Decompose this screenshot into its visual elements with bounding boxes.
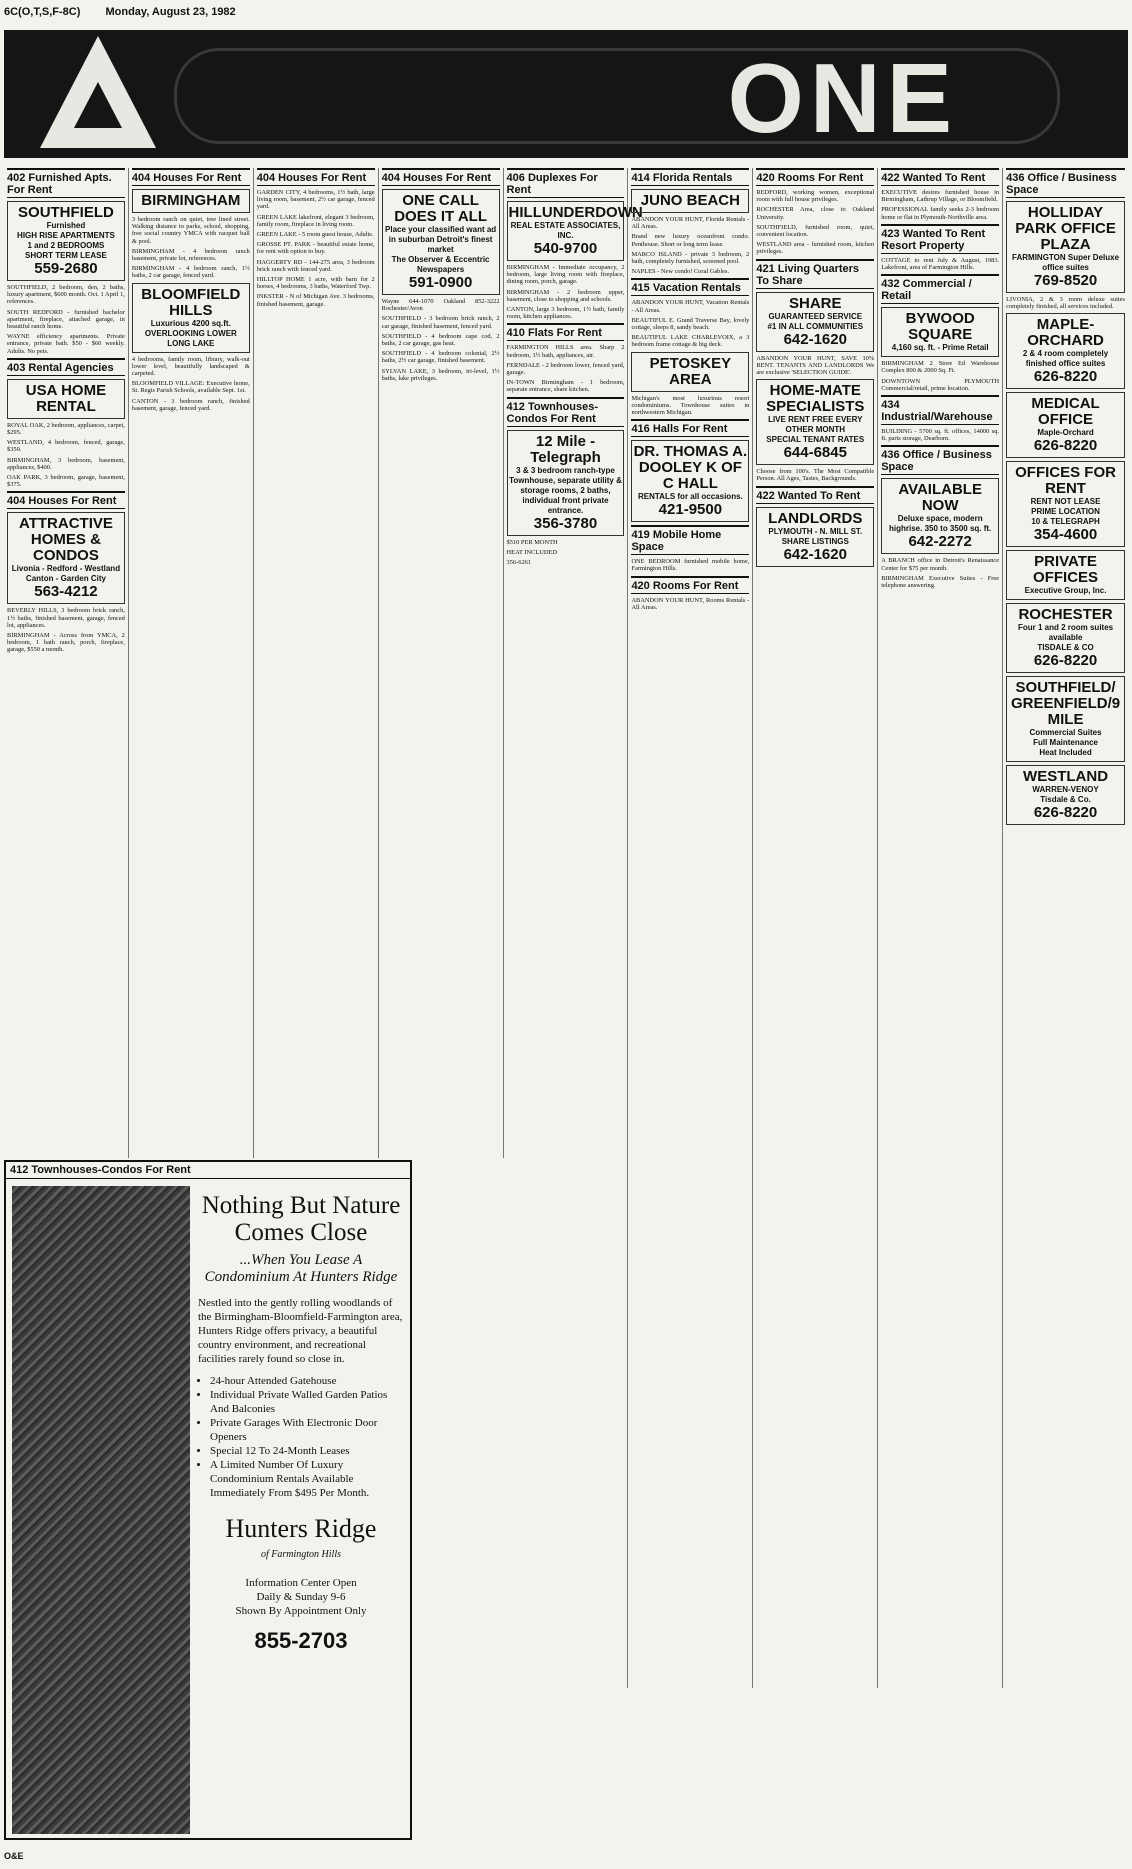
display-ad [1006,201,1125,293]
ad-copy [198,1192,404,1654]
display-ad-line: SPECIAL TENANT RATES [766,435,865,445]
ad-info-line: Information Center Open [245,1577,357,1589]
display-ad [756,379,874,465]
classified-listing: $510 PER MONTH [506,538,558,546]
display-ad-title: HOME-MATE SPECIALISTS [766,382,865,416]
display-ad-title: DR. THOMAS A. DOOLEY K OF C HALL [633,443,748,493]
section-heading: 412 Townhouses-Condos For Rent [507,397,625,427]
display-ad-line: The Observer & Eccentric Newspapers [391,255,490,274]
classified-column [504,168,643,1688]
display-ad-line: WARREN-VENOY [1032,785,1099,795]
display-ad [631,189,749,213]
ad-logo-name: Hunters Ridge [225,1514,377,1543]
classified-listing: Wayne 644-1070 Oakland 852-3222 Rochester/Avon [381,298,500,313]
banner-logo-cutout [74,82,122,128]
display-ad-line: Place your classified want ad in suburban Detroit's finest market [385,225,497,254]
page-folio [4,6,236,18]
classified-listing: SOUTH REDFORD - furnished bachelor apartment, fireplace, attached garage, in beautiful ranch home. [7,308,125,331]
display-ad-line: RENT NOT LEASE [1030,497,1101,507]
display-ad-line: Livonia - Redford - Westland [11,564,121,574]
classified-listing: INKSTER - N of Michigan Ave. 3 bedrooms, finished basement, garage. [256,293,375,308]
classified-listing: Choose from 100's. The Most Compatible Person. All Ages, Tastes, Backgrounds. [756,468,875,483]
display-ad [7,379,125,419]
section-heading: 404 Houses For Rent [257,168,375,186]
section-heading: 403 Rental Agencies [7,358,125,376]
display-ad-line: Deluxe space, modern highrise. 350 to 3500 sq. ft. [889,514,992,534]
classified-listing: GREEN LAKE lakefront, elegant 3 bedroom, family room, fireplace in living room. [256,213,375,228]
display-ad-phone: 626-8220 [1033,368,1098,386]
display-ad-line: PLYMOUTH - N. MILL ST. [768,526,863,536]
section-heading: 422 Wanted To Rent [881,168,999,186]
classified-listing: SOUTHFIELD - 4 bedroom cape cod, 2 baths, 2 car garage, gas heat. [381,332,500,348]
classified-listing: Michigan's most luxurious resort condominiums. Townhouse suites in northwestern Michigan. [631,394,750,417]
classified-column [4,168,129,1158]
display-ad-line: REAL ESTATE ASSOCIATES, INC. [510,221,621,240]
display-ad-line: FARMINGTON Super Deluxe office suites [1012,253,1120,272]
ad-body: Nestled into the gently rolling woodlands of the Birmingham-Bloomfield-Farmington area, Hunters Ridge offers privacy, a beautiful country environment, and recreational facilities rarely found so close in. [198,1297,403,1365]
display-ad-title: SOUTHFIELD/ GREENFIELD/9 MILE [1010,679,1121,729]
display-ad-line: SHORT TERM LEASE [25,251,107,260]
display-ad-title: 12 Mile - Telegraph [530,432,601,466]
classified-listing: HEAT INCLUDED [506,548,558,556]
classified-listing: BIRMINGHAM - Immediate occupancy, 2 bedroom, large living room with fireplace, dining room, porch, garage. [506,264,625,286]
display-ad-line: #1 IN ALL COMMUNITIES [767,321,864,331]
display-ad-title: SHARE [789,294,842,312]
display-ad-title: ROCHESTER [1018,606,1113,624]
classified-listing: IN-TOWN Birmingham - 1 bedroom, separate entrance, share kitchen. [506,379,625,394]
display-ad-title: BLOOMFIELD HILLS [141,285,241,319]
display-ad-line: Furnished [46,221,86,230]
section-heading: 436 Office / Business Space [1006,168,1125,198]
classified-listing: SOUTHFIELD, furnished room, quiet, convenient location. [756,223,875,239]
ad-feature-item: • Individual Private Walled Garden Patios And Balconies [210,1388,404,1416]
display-ad-phone: 540-9700 [533,240,598,257]
classified-listing: BEVERLY HILLS, 3 bedroom brick ranch, 1½ baths, finished basement, garage, fenced lot, appliances. [7,607,125,629]
display-ad-line: Executive Group, Inc. [1024,586,1107,596]
display-ad-title: AVAILABLE NOW [898,481,982,515]
display-ad-title: HOLLIDAY PARK OFFICE PLAZA [1015,204,1116,253]
classified-listing: 4 bedrooms, family room, library, walk-out lower level, beautifully landscaped & carpeted. [131,355,250,378]
classified-listing: ROYAL OAK, 2 bedroom, appliances, carpet, $295. [7,421,125,437]
display-ad-phone: 626-8220 [1033,652,1098,670]
display-ad-line: Luxurious 4200 sq.ft. [150,318,231,328]
display-ad-line: Canton - Garden City [25,574,106,584]
display-ad-phone: 642-1620 [783,545,847,563]
display-ad-line: TISDALE & CO [1037,643,1094,653]
ad-feature-item: • Private Garages With Electronic Door Openers [210,1416,404,1444]
display-ad-line: LIVE RENT FREE EVERY OTHER MONTH [768,415,863,435]
classified-listing: HAGGERTY RD - 144-275 area, 3 bedroom brick ranch with fenced yard. [256,258,375,273]
display-ad-line: GUARANTEED SERVICE [768,311,863,321]
display-ad-title: ATTRACTIVE HOMES & CONDOS [18,515,113,565]
display-ad-phone: 559-2680 [34,260,98,277]
display-ad-line: Full Maintenance [1033,738,1098,748]
classified-listing: NAPLES - New condo! Coral Gables. [631,268,730,276]
classified-listing: BIRMINGHAM - 2 bedroom upper, basement, close to shopping and schools. [506,288,625,303]
display-ad-line: 2 & 4 room completely finished office suites [1022,349,1109,369]
classified-listing: FARMINGTON HILLS area. Sharp 2 bedroom, 1½ bath, appliances, air. [506,344,625,359]
classified-listing: BIRMINGHAM 2 Store Ed Warehouse Complex 800 & 2000 Sq. Ft. [881,360,1000,375]
display-ad-phone: 591-0900 [408,274,473,291]
display-ad-title: MEDICAL OFFICE [1031,395,1100,429]
classified-column [254,168,379,1158]
display-ad-line: Heat Included [1039,748,1092,758]
ad-info-line: Daily & Sunday 9-6 [256,1591,346,1603]
ad-feature-item: • Special 12 To 24-Month Leases [210,1444,404,1458]
display-ad [1006,603,1125,673]
ad-feature-list [198,1374,404,1500]
classified-column [1003,168,1128,1688]
section-heading: 420 Rooms For Rent [631,576,749,594]
display-ad [7,512,125,604]
display-ad [1006,392,1125,458]
display-ad [756,507,874,567]
classified-listing: ABANDON YOUR HUNT, Vacation Rentals - All Areas. [631,299,750,314]
classified-column [379,168,504,1158]
classified-listing: HILLTOP HOME 1 acre, with barn for 2 horses, 4 bedrooms, 3 baths, Waterford Twp. [256,276,375,291]
classified-listing: PROFESSIONAL family seeks 2-3 bedroom home or flat in Plymouth-Northville area. [881,206,1000,221]
display-ad-phone: 421-9500 [658,501,723,519]
classified-listing: ROCHESTER Area, close to Oakland University. [756,206,875,221]
display-ad [631,440,749,522]
display-ad [756,292,874,352]
classified-listing: GARDEN CITY, 4 bedrooms, 1½ bath, large living room, basement, 2½ car garage, fenced yard. [256,189,375,211]
classified-listing: BIRMINGHAM, 3 bedroom, basement, appliances, $400. [7,456,125,471]
classified-listing: BUILDING - 5700 sq. ft. offices, 14000 sq. ft. parts storage, Dearborn. [881,428,1000,443]
section-heading: 404 Houses For Rent [132,168,250,186]
classified-listing: BIRMINGHAM - Across from YMCA, 2 bedroom, 1 bath ranch, porch, fireplace, garage, $550 a month. [7,632,125,654]
classified-listing: WESTLAND area - furnished room, kitchen privileges. [756,241,875,256]
hunters-ridge-ad [4,1160,412,1840]
classified-listing: SYLVAN LAKE, 3 bedroom, tri-level, 1½ baths, lake privileges. [381,367,500,382]
display-ad-line: HIGH RISE APARTMENTS [17,231,115,240]
section-heading: 434 Industrial/Warehouse [881,395,999,425]
section-heading: 415 Vacation Rentals [631,278,749,296]
classified-listing: BLOOMFIELD VILLAGE: Executive home, St. Regis Parish Schools, available Sept. 1st. [131,380,250,395]
classified-listing: EXECUTIVE desires furnished house in Birmingham, Lathrup Village, or Bloomfield. [881,189,1000,204]
display-ad-line: RENTALS for all occasions. [637,492,743,502]
display-ad [1006,313,1125,389]
classified-listing: MARCO ISLAND - private 3 bedroom, 2 bath, completely furnished, screened pool. [631,250,750,266]
classified-listing: ABANDON YOUR HUNT, Rooms Rentals - All Areas. [631,596,750,611]
ad-logo-sub: of Farmington Hills [260,1549,341,1560]
display-ad [1006,461,1125,547]
classified-listing: ABANDON YOUR HUNT, Florida Rentals - All Areas. [631,216,750,231]
section-heading: 404 Houses For Rent [7,491,125,509]
classified-listing: GREEN LAKE - 5 room guest house, Adults. [256,231,374,239]
display-ad-line: 3 & 3 bedroom ranch-type Townhouse, separate utility & storage rooms, 2 baths, individual front private entrance. [509,465,622,515]
display-ad-title: PRIVATE OFFICES [1033,553,1099,587]
display-ad-title: PETOSKEY AREA [649,354,732,388]
ad-phone: 855-2703 [254,1628,348,1653]
classified-column [753,168,878,1688]
classified-listing: BIRMINGHAM - 4 bedroom ranch, 1½ baths, 2 car garage, fenced yard. [131,265,250,280]
classified-listing: BEAUTIFUL LAKE CHARLEVOIX, a 3 bedroom frame cottage & big deck. [631,334,750,349]
display-ad-phone: 354-4600 [1033,526,1098,544]
ad-subhead: ...When You Lease A Condominium At Hunters Ridge [204,1252,398,1285]
section-heading: 419 Mobile Home Space [631,525,749,555]
ad-info-line: Shown By Appointment Only [235,1605,367,1617]
classified-listing: BIRMINGHAM - 4 bedroom ranch basement, private lot, references. [131,247,250,263]
section-heading: 406 Duplexes For Rent [507,168,625,198]
display-ad-phone: 644-6845 [783,444,847,462]
section-heading: 423 Wanted To Rent Resort Property [881,224,999,254]
folio-code: 6C(O,T,S,F-8C) [4,6,81,18]
classified-listing: Brand new luxury oceanfront condo. Penthouse. Short or long term lease. [631,233,750,248]
ad-feature-item: • 24-hour Attended Gatehouse [210,1374,404,1388]
display-ad [507,430,625,536]
classified-listing: 356-6261 [506,559,532,567]
display-ad-line: Maple-Orchard [1037,428,1094,438]
classified-listing: ABANDON YOUR HUNT, SAVE 10% RENT. TENANTS AND LANDLORDS We are exclusive 'SELECTION GUIDE'. [756,354,875,377]
display-ad-phone: 626-8220 [1033,804,1098,822]
classified-listing: A BRANCH office in Detroit's Renaissance Center for $75 per month. [881,557,1000,572]
display-ad [1006,550,1125,600]
classified-listing: BIRMINGHAM Executive Suites - Free telephone answering. [881,574,1000,590]
display-ad-phone: 642-1620 [783,330,847,348]
section-heading: 402 Furnished Apts. For Rent [7,168,125,198]
display-ad [1006,676,1125,762]
display-ad-line: SHARE LISTINGS [781,536,849,546]
display-ad-phone: 626-8220 [1033,437,1098,455]
display-ad-line: 4,160 sq. ft. - Prime Retail [891,343,989,353]
display-ad [881,478,999,554]
ad-headline: Nothing But Nature Comes Close [201,1192,401,1246]
classified-listing: ONE BEDROOM furnished mobile home, Farmington Hills. [631,558,750,573]
classified-listing: OAK PARK, 3 bedroom, garage, basement, $375. [7,474,125,489]
ad-info [198,1576,404,1618]
classified-listing: SOUTHFIELD - 3 bedroom brick ranch, 2 car garage, finished basement, fenced yard. [381,315,500,330]
display-ad [382,189,500,295]
classified-listing: REDFORD, working women, exceptional room with full house privileges. [756,189,875,204]
display-ad-title: LANDLORDS [768,509,863,527]
display-ad-line: Tisdale & Co. [1040,795,1091,805]
classified-listing: SOUTHFIELD, 2 bedroom, den, 2 baths, luxury apartment, $600 month. Oct. 1 April 1, references. [7,284,125,306]
display-ad-line: Four 1 and 2 room suites available [1017,623,1114,643]
section-heading: 421 Living Quarters To Share [756,259,874,289]
ad-nature-photo [12,1186,190,1834]
display-ad [132,283,250,353]
display-ad-line: PRIME LOCATION [1031,507,1100,517]
display-ad-title: USA HOME RENTAL [25,381,107,415]
section-banner [4,30,1128,158]
display-ad-title: BYWOOD SQUARE [905,310,975,344]
classified-listing: 3 bedroom ranch on quiet, tree lined street. Walking distance to parks, school, shopping, free social country YMCA with racquet ball & pool. [131,216,250,245]
display-ad-line: 10 & TELEGRAPH [1031,517,1100,527]
classified-listing: FERNDALE - 2 bedroom lower, fenced yard, garage. [506,361,625,377]
section-heading: 404 Houses For Rent [382,168,500,186]
display-ad-line: OVERLOOKING LOWER LONG LAKE [144,328,237,348]
issue-date: Monday, August 23, 1982 [105,6,236,18]
classified-column [129,168,254,1158]
display-ad-phone: 563-4212 [34,583,98,601]
display-ad [1006,765,1125,825]
page-footer: O&E [4,1851,24,1861]
classified-listing: SOUTHFIELD - 4 bedroom colonial, 2½ baths, 2½ car garage, finished basement. [381,350,500,365]
display-ad-title: OFFICES FOR RENT [1015,464,1116,498]
section-heading: 414 Florida Rentals [631,168,749,186]
display-ad-phone: 642-2272 [908,533,972,551]
classified-listing: CANTON, large 3 bedroom, 1½ bath, family room, kitchen appliances. [506,306,625,321]
classified-listing: WESTLAND, 4 bedroom, fenced, garage, $350. [7,439,125,454]
display-ad [507,201,643,261]
classified-listing: GROSSE PT. PARK - beautiful estate home, for rent with option to buy. [256,241,375,256]
ad-section-heading: 412 Townhouses-Condos For Rent [6,1162,410,1179]
display-ad [132,189,250,213]
classified-listing: BEAUTIFUL E. Grand Traverse Bay, lovely cottage, sleeps 8, sandy beach. [631,316,750,332]
section-heading: 422 Wanted To Rent [756,486,874,504]
ad-logo [198,1514,404,1562]
display-ad [631,352,749,392]
display-ad-title: ONE CALL DOES IT ALL [394,192,487,225]
section-heading: 436 Office / Business Space [881,445,999,475]
display-ad-title: HILLUNDERDOWN [508,204,643,221]
display-ad-title: SOUTHFIELD [18,204,114,221]
section-heading: 420 Rooms For Rent [756,168,874,186]
classified-column [628,168,753,1688]
classified-listing: WAYNE efficiency apartments. Private entrance, private bath. $50 - $60 weekly. Adults. No pets. [7,333,125,355]
section-heading: 416 Halls For Rent [631,419,749,437]
section-heading: 432 Commercial / Retail [881,274,999,304]
classified-listing: LIVONIA, 2 & 3 room deluxe suites completely finished, all services included. [1006,296,1125,311]
display-ad [7,201,125,281]
classified-listing: CANTON - 3 bedroom ranch, finished basement, garage, fenced yard. [131,397,250,412]
display-ad-phone: 769-8520 [1033,272,1098,289]
banner-title: ONE [727,43,958,153]
display-ad-title: MAPLE-ORCHARD [1027,316,1104,350]
display-ad-title: BIRMINGHAM [141,192,241,209]
display-ad [881,307,999,357]
classified-listing: DOWNTOWN PLYMOUTH Commercial/retail, prime location. [881,377,1000,392]
ad-feature-item: • A Limited Number Of Luxury Condominium Rentals Available Immediately From $495 Per Month. [210,1458,404,1500]
display-ad-line: Commercial Suites [1029,728,1102,738]
display-ad-phone: 356-3780 [533,514,598,532]
section-heading: 410 Flats For Rent [507,323,625,341]
display-ad-title: WESTLAND [1023,768,1109,786]
classified-listing: COTTAGE to rent July & August, 1983. Lakefront, area of Farmington Hills. [881,256,1000,272]
classified-column [878,168,1003,1688]
display-ad-line: 1 and 2 BEDROOMS [27,241,105,250]
display-ad-title: JUNO BEACH [640,192,740,209]
